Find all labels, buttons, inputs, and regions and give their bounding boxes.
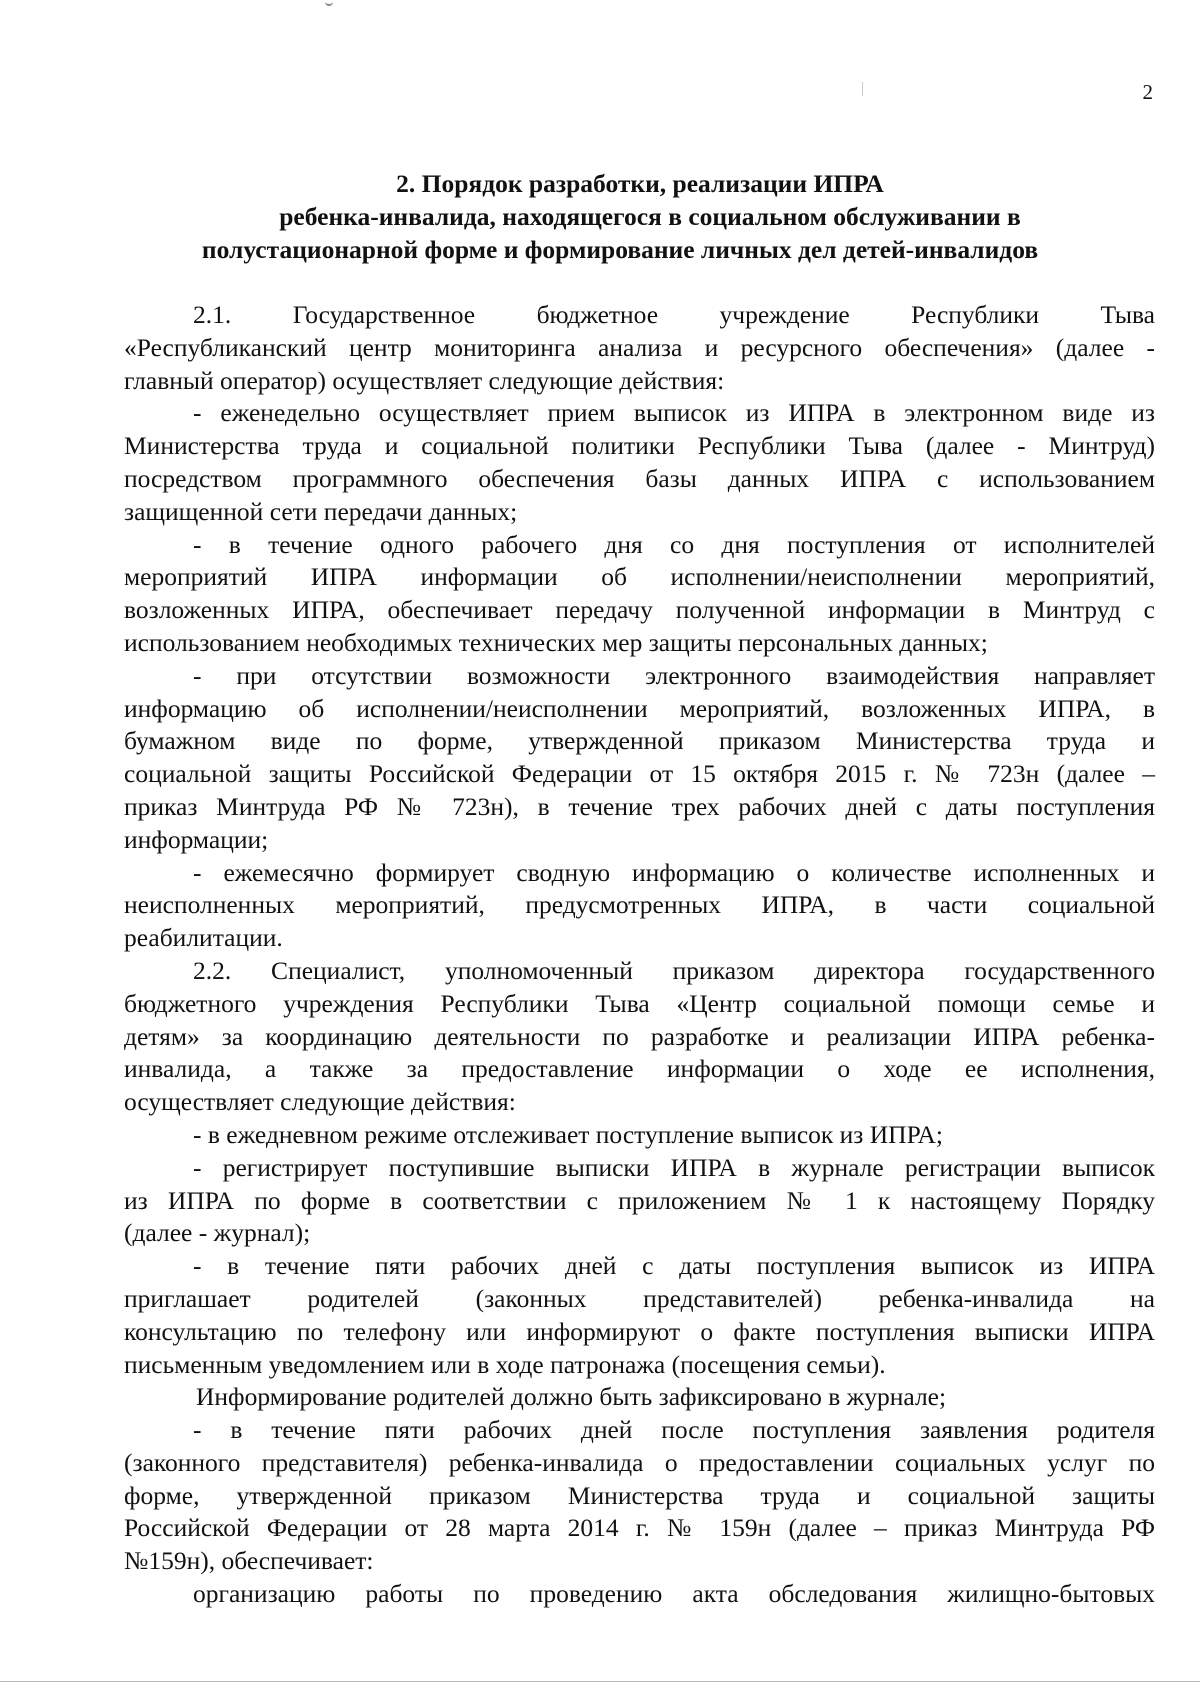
text-line: возложенных ИПРА, обеспечивает передачу полученной информации в Минтруд с <box>124 595 1155 625</box>
scan-artifact-mark <box>862 82 863 96</box>
text-line: информации; <box>124 824 269 854</box>
text-line: неисполненных мероприятий, предусмотренных ИПРА, в части социальной <box>124 890 1155 920</box>
page-number: 2 <box>1142 80 1153 104</box>
text-line: организацию работы по проведению акта обследования жилищно-бытовых <box>193 1579 1155 1609</box>
text-line: социальной защиты Российской Федерации от 15 октября 2015 г. № 723н (далее – <box>124 759 1155 789</box>
scan-artifact-top <box>325 0 333 6</box>
text-line: осуществляет следующие действия: <box>124 1087 516 1117</box>
text-line: детям» за координацию деятельности по разработке и реализации ИПРА ребенка- <box>124 1021 1155 1051</box>
text-line: использованием необходимых технических мер защиты персональных данных; <box>124 627 988 657</box>
text-line: консультацию по телефону или информируют о факте поступления выписки ИПРА <box>124 1316 1155 1346</box>
text-line: - в ежедневном режиме отслеживает поступление выписок из ИПРА; <box>193 1119 944 1149</box>
text-line: бумажном виде по форме, утвержденной приказом Министерства труда и <box>124 726 1155 756</box>
text-line: главный оператор) осуществляет следующие действия: <box>124 365 725 395</box>
heading-line-1: 2. Порядок разработки, реализации ИПРА <box>396 169 884 198</box>
text-line: - еженедельно осуществляет прием выписок из ИПРА в электронном виде из <box>193 398 1155 428</box>
text-line: (законного представителя) ребенка-инвалида о предоставлении социальных услуг по <box>124 1447 1155 1477</box>
heading-line-2: ребенка-инвалида, находящегося в социальном обслуживании в <box>279 201 1021 231</box>
text-line: форме, утвержденной приказом Министерства труда и социальной защиты <box>124 1480 1155 1510</box>
text-line: - ежемесячно формирует сводную информацию о количестве исполненных и <box>193 857 1155 887</box>
text-line: «Республиканский центр мониторинга анализа и ресурсного обеспечения» (далее - <box>124 332 1155 362</box>
document-body <box>124 299 1155 1611</box>
text-line: мероприятий ИПРА информации об исполнении/неисполнении мероприятий, <box>124 562 1155 592</box>
text-line: информацию об исполнении/неисполнении мероприятий, возложенных ИПРА, в <box>124 693 1155 723</box>
text-line: Информирование родителей должно быть зафиксировано в журнале; <box>196 1382 947 1412</box>
text-line: реабилитации. <box>124 923 283 953</box>
text-line: письменным уведомлением или в ходе патронажа (посещения семьи). <box>124 1349 886 1379</box>
text-line: посредством программного обеспечения базы данных ИПРА с использованием <box>124 463 1155 493</box>
text-line: защищенной сети передачи данных; <box>124 496 518 526</box>
text-line: - в течение пяти рабочих дней после поступления заявления родителя <box>193 1415 1155 1445</box>
text-line: Министерства труда и социальной политики Республики Тыва (далее - Минтруд) <box>124 431 1155 461</box>
text-line: - в течение одного рабочего дня со дня поступления от исполнителей <box>193 529 1155 559</box>
text-line: Российской Федерации от 28 марта 2014 г. № 159н (далее – приказ Минтруда РФ <box>124 1513 1155 1543</box>
text-line: - регистрирует поступившие выписки ИПРА в журнале регистрации выписок <box>193 1152 1155 1182</box>
text-line: из ИПРА по форме в соответствии с приложением № 1 к настоящему Порядку <box>124 1185 1155 1215</box>
text-line: (далее - журнал); <box>124 1218 311 1248</box>
text-line: №159н), обеспечивает: <box>124 1546 374 1576</box>
text-line: - при отсутствии возможности электронного взаимодействия направляет <box>193 660 1155 690</box>
text-line: приглашает родителей (законных представителей) ребенка-инвалида на <box>124 1283 1155 1313</box>
text-line: приказ Минтруда РФ № 723н), в течение трех рабочих дней с даты поступления <box>124 791 1155 821</box>
text-line: - в течение пяти рабочих дней с даты поступления выписок из ИПРА <box>193 1251 1155 1281</box>
section-heading <box>120 168 1120 266</box>
text-line: инвалида, а также за предоставление информации о ходе ее исполнения, <box>124 1054 1155 1084</box>
scan-edge-line <box>0 1681 1200 1682</box>
heading-line-3: полустационарной форме и формирование личных дел детей-инвалидов <box>201 234 1039 264</box>
text-line: бюджетного учреждения Республики Тыва «Центр социальной помощи семье и <box>124 988 1155 1018</box>
text-line: 2.2. Специалист, уполномоченный приказом директора государственного <box>193 955 1155 985</box>
text-line: 2.1. Государственное бюджетное учреждение Республики Тыва <box>193 300 1155 329</box>
